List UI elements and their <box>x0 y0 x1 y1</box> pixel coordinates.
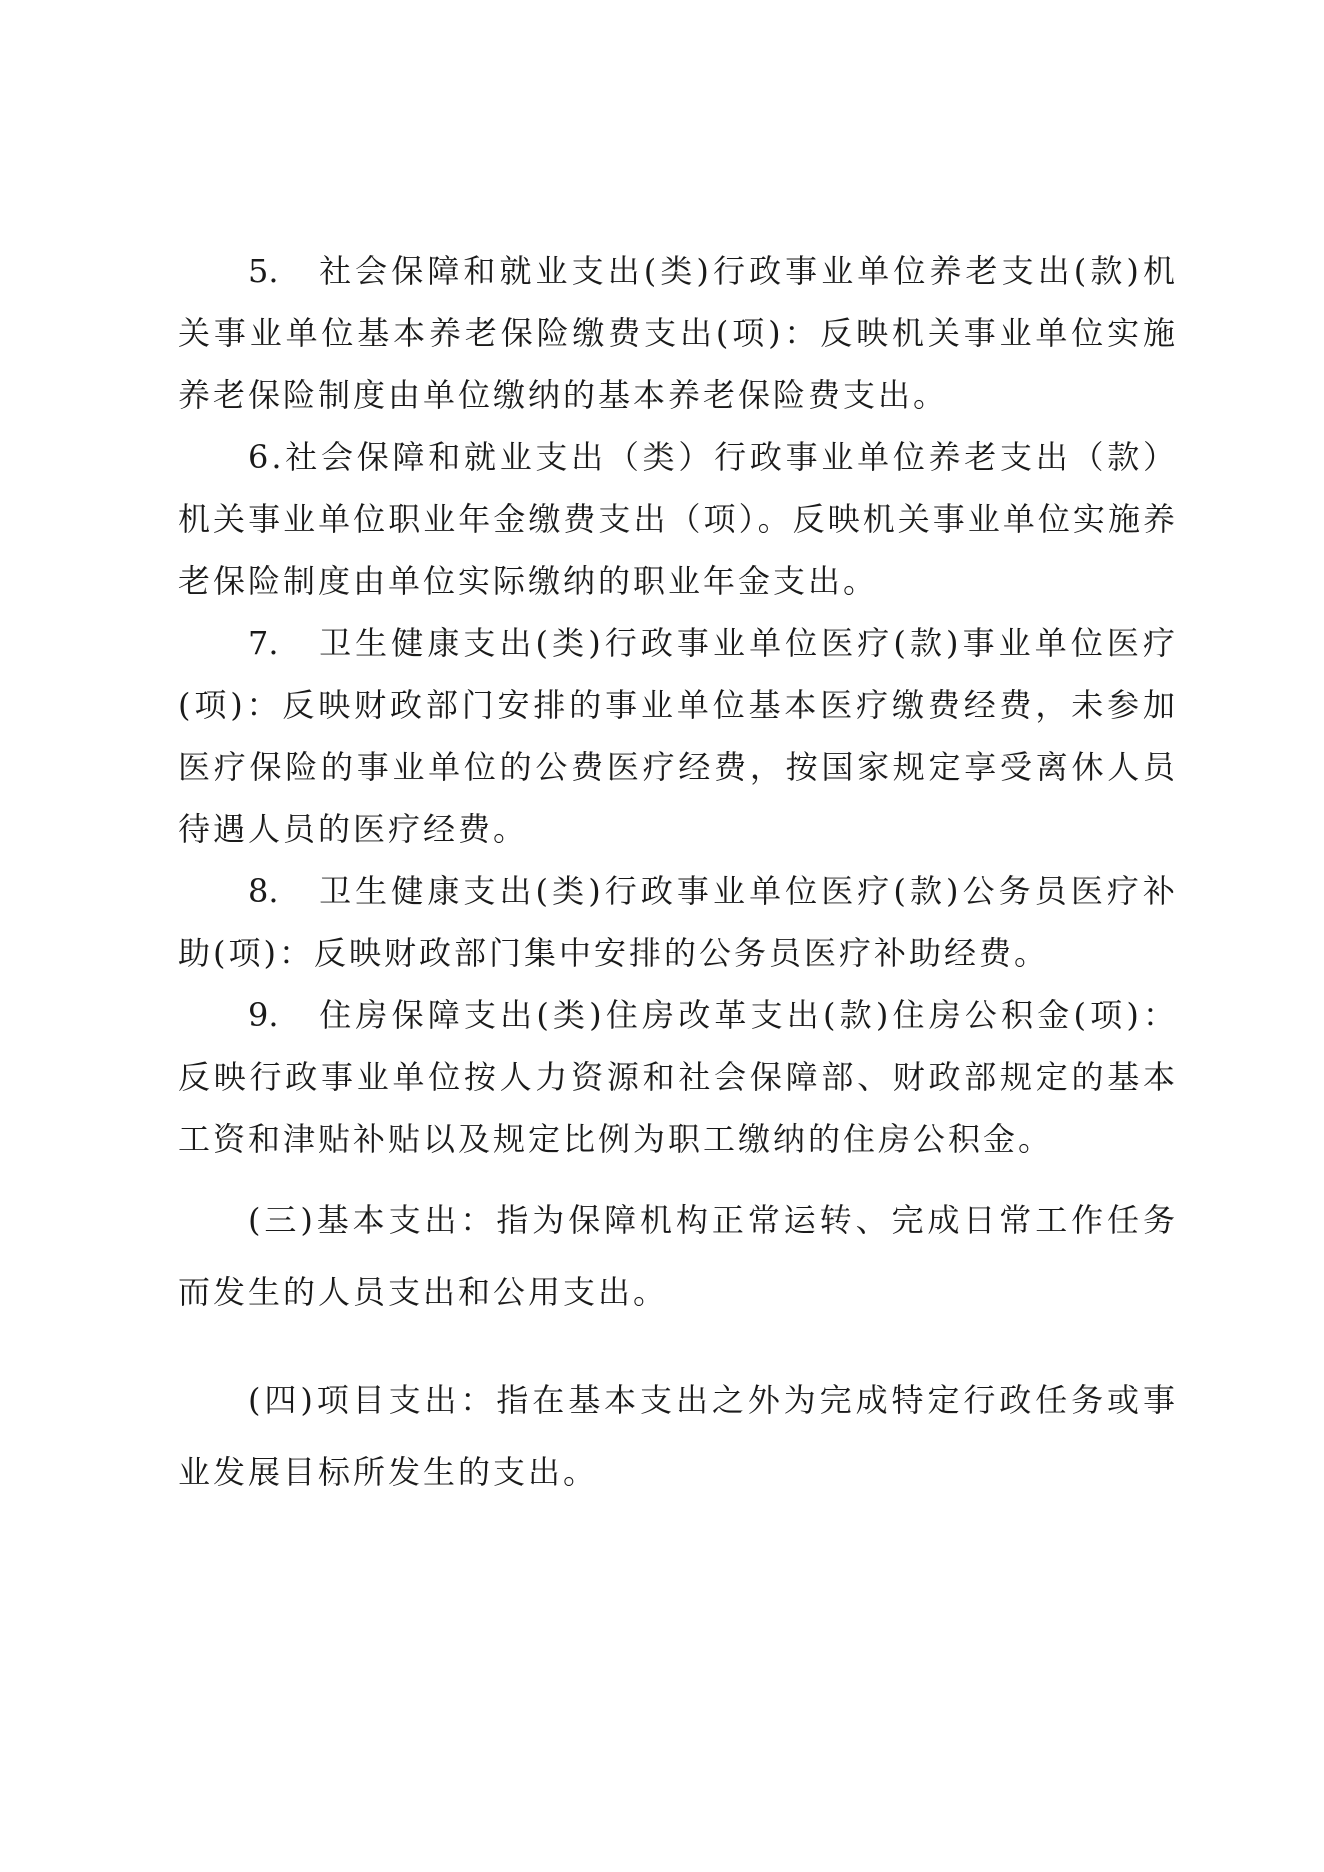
paragraph-7 <box>178 612 1178 860</box>
paragraph-7-text: 卫生健康支出(类)行政事业单位医疗(款)事业单位医疗(项)：反映财政部门安排的事业单位基本医疗缴费经费，未参加医疗保险的事业单位的公费医疗经费，按国家规定享受离休人员待遇人员的医疗经费。 <box>178 624 1178 848</box>
paragraph-7-number: 7. <box>248 624 279 662</box>
paragraph-5 <box>178 240 1178 426</box>
paragraph-6-text: 6.社会保障和就业支出（类）行政事业单位养老支出（款）机关事业单位职业年金缴费支出（项）。反映机关事业单位实施养老保险制度由单位实际缴纳的职业年金支出。 <box>178 438 1178 600</box>
paragraph-9 <box>178 984 1178 1170</box>
section-project-expenditure <box>178 1364 1178 1508</box>
paragraph-5-number: 5. <box>248 252 279 290</box>
section-project-expenditure-text: (四)项目支出：指在基本支出之外为完成特定行政任务或事业发展目标所发生的支出。 <box>178 1381 1178 1491</box>
paragraph-9-text: 住房保障支出(类)住房改革支出(款)住房公积金(项)：反映行政事业单位按人力资源和社会保障部、财政部规定的基本工资和津贴补贴以及规定比例为职工缴纳的住房公积金。 <box>178 996 1178 1158</box>
paragraph-8 <box>178 860 1178 984</box>
paragraph-8-number: 8. <box>248 872 279 910</box>
paragraph-6 <box>178 426 1178 612</box>
section-basic-expenditure-text: (三)基本支出：指为保障机构正常运转、完成日常工作任务而发生的人员支出和公用支出。 <box>178 1201 1178 1311</box>
paragraph-8-text: 卫生健康支出(类)行政事业单位医疗(款)公务员医疗补助(项)：反映财政部门集中安排的公务员医疗补助经费。 <box>178 872 1178 972</box>
paragraph-5-text: 社会保障和就业支出(类)行政事业单位养老支出(款)机关事业单位基本养老保险缴费支出(项)：反映机关事业单位实施养老保险制度由单位缴纳的基本养老保险费支出。 <box>178 252 1178 414</box>
section-basic-expenditure <box>178 1184 1178 1328</box>
document-page <box>178 240 1178 1508</box>
paragraph-9-number: 9. <box>248 996 279 1034</box>
